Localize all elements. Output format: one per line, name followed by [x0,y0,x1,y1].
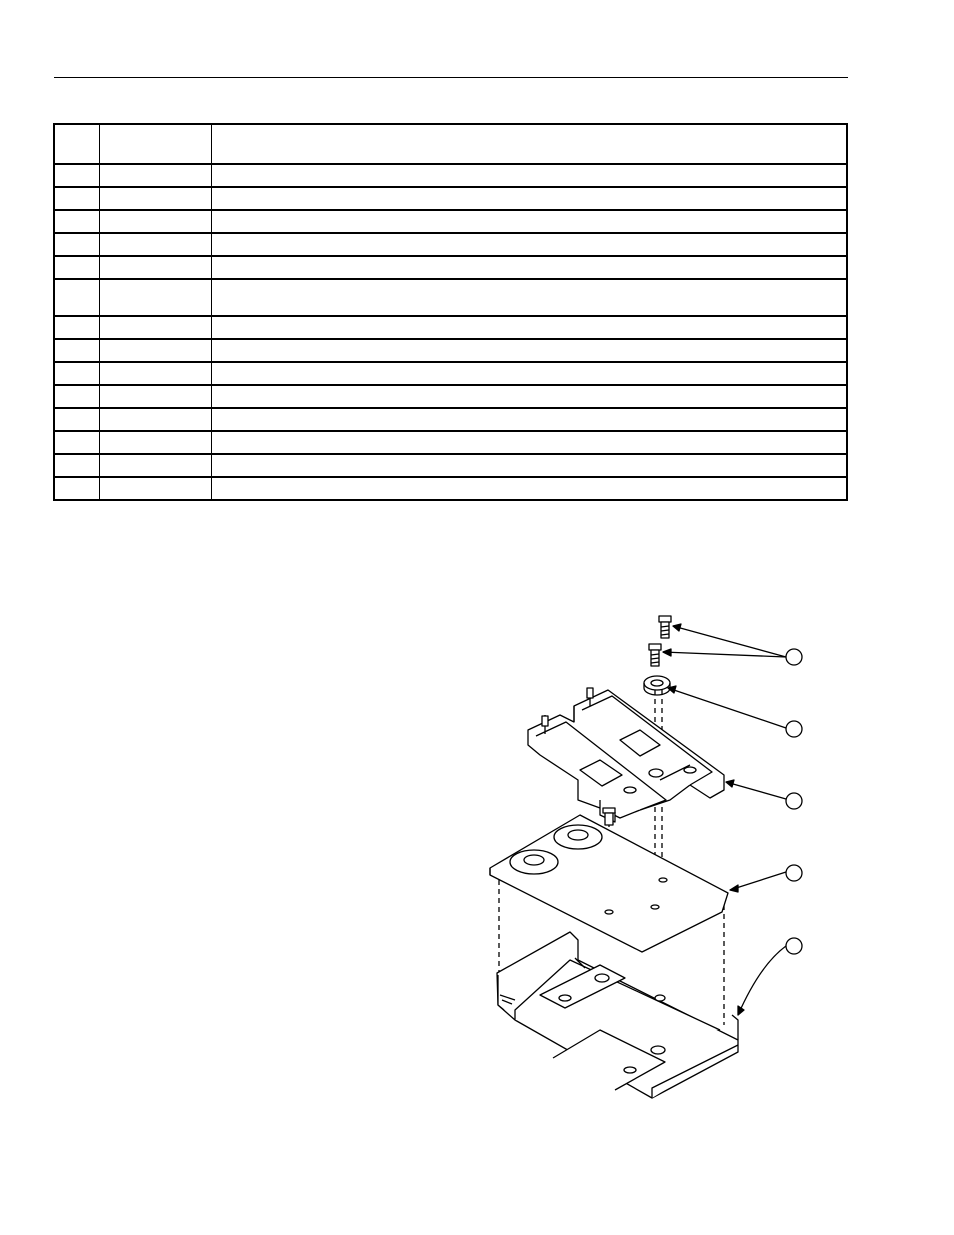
table-row [54,431,847,454]
header-part-number [100,124,212,164]
cell-no [54,431,100,454]
cell-description [212,385,848,408]
cell-description [212,164,848,187]
cell-no [54,256,100,279]
top-rule [54,77,848,78]
circuit-plate [490,815,728,952]
cell-part-number [100,385,212,408]
head-block [528,688,724,822]
header-description [212,124,848,164]
cell-description [212,316,848,339]
cell-no [54,164,100,187]
callout-5 [786,938,802,954]
table-row [54,187,847,210]
cell-part-number [100,362,212,385]
cell-part-number [100,256,212,279]
cell-description [212,210,848,233]
cell-no [54,233,100,256]
table-row [54,316,847,339]
cell-no [54,385,100,408]
cell-part-number [100,187,212,210]
cell-part-number [100,210,212,233]
cell-part-number [100,408,212,431]
table-row [54,477,847,500]
table-row [54,454,847,477]
cell-description [212,233,848,256]
screw-second [649,644,661,666]
cell-description [212,279,848,316]
table-row [54,408,847,431]
table-header-row [54,124,847,164]
screw-lower [603,808,615,825]
table-row [54,233,847,256]
cell-no [54,339,100,362]
cell-description [212,431,848,454]
cell-description [212,477,848,500]
table-row [54,279,847,316]
cell-description [212,256,848,279]
cell-part-number [100,164,212,187]
cell-description [212,362,848,385]
table-row [54,210,847,233]
cell-part-number [100,279,212,316]
cell-part-number [100,233,212,256]
cell-no [54,279,100,316]
screw-top [659,616,671,638]
cell-description [212,187,848,210]
leader-lines [663,624,786,1015]
callout-1 [786,649,802,665]
cell-part-number [100,316,212,339]
callout-3 [786,793,802,809]
cell-no [54,454,100,477]
cell-description [212,339,848,362]
cell-part-number [100,454,212,477]
cell-no [54,210,100,233]
table-row [54,362,847,385]
parts-table [53,123,848,501]
cell-part-number [100,431,212,454]
table-row [54,256,847,279]
callout-4 [786,865,802,881]
header-no [54,124,100,164]
exploded-assembly-diagram [470,600,830,1120]
cell-part-number [100,339,212,362]
cell-no [54,362,100,385]
base-tray [497,932,738,1098]
table-row [54,164,847,187]
cell-part-number [100,477,212,500]
cell-no [54,477,100,500]
cell-description [212,454,848,477]
cell-no [54,316,100,339]
table-row [54,385,847,408]
cell-no [54,187,100,210]
table-row [54,339,847,362]
cell-description [212,408,848,431]
washer [644,676,670,695]
cell-no [54,408,100,431]
callout-2 [786,721,802,737]
